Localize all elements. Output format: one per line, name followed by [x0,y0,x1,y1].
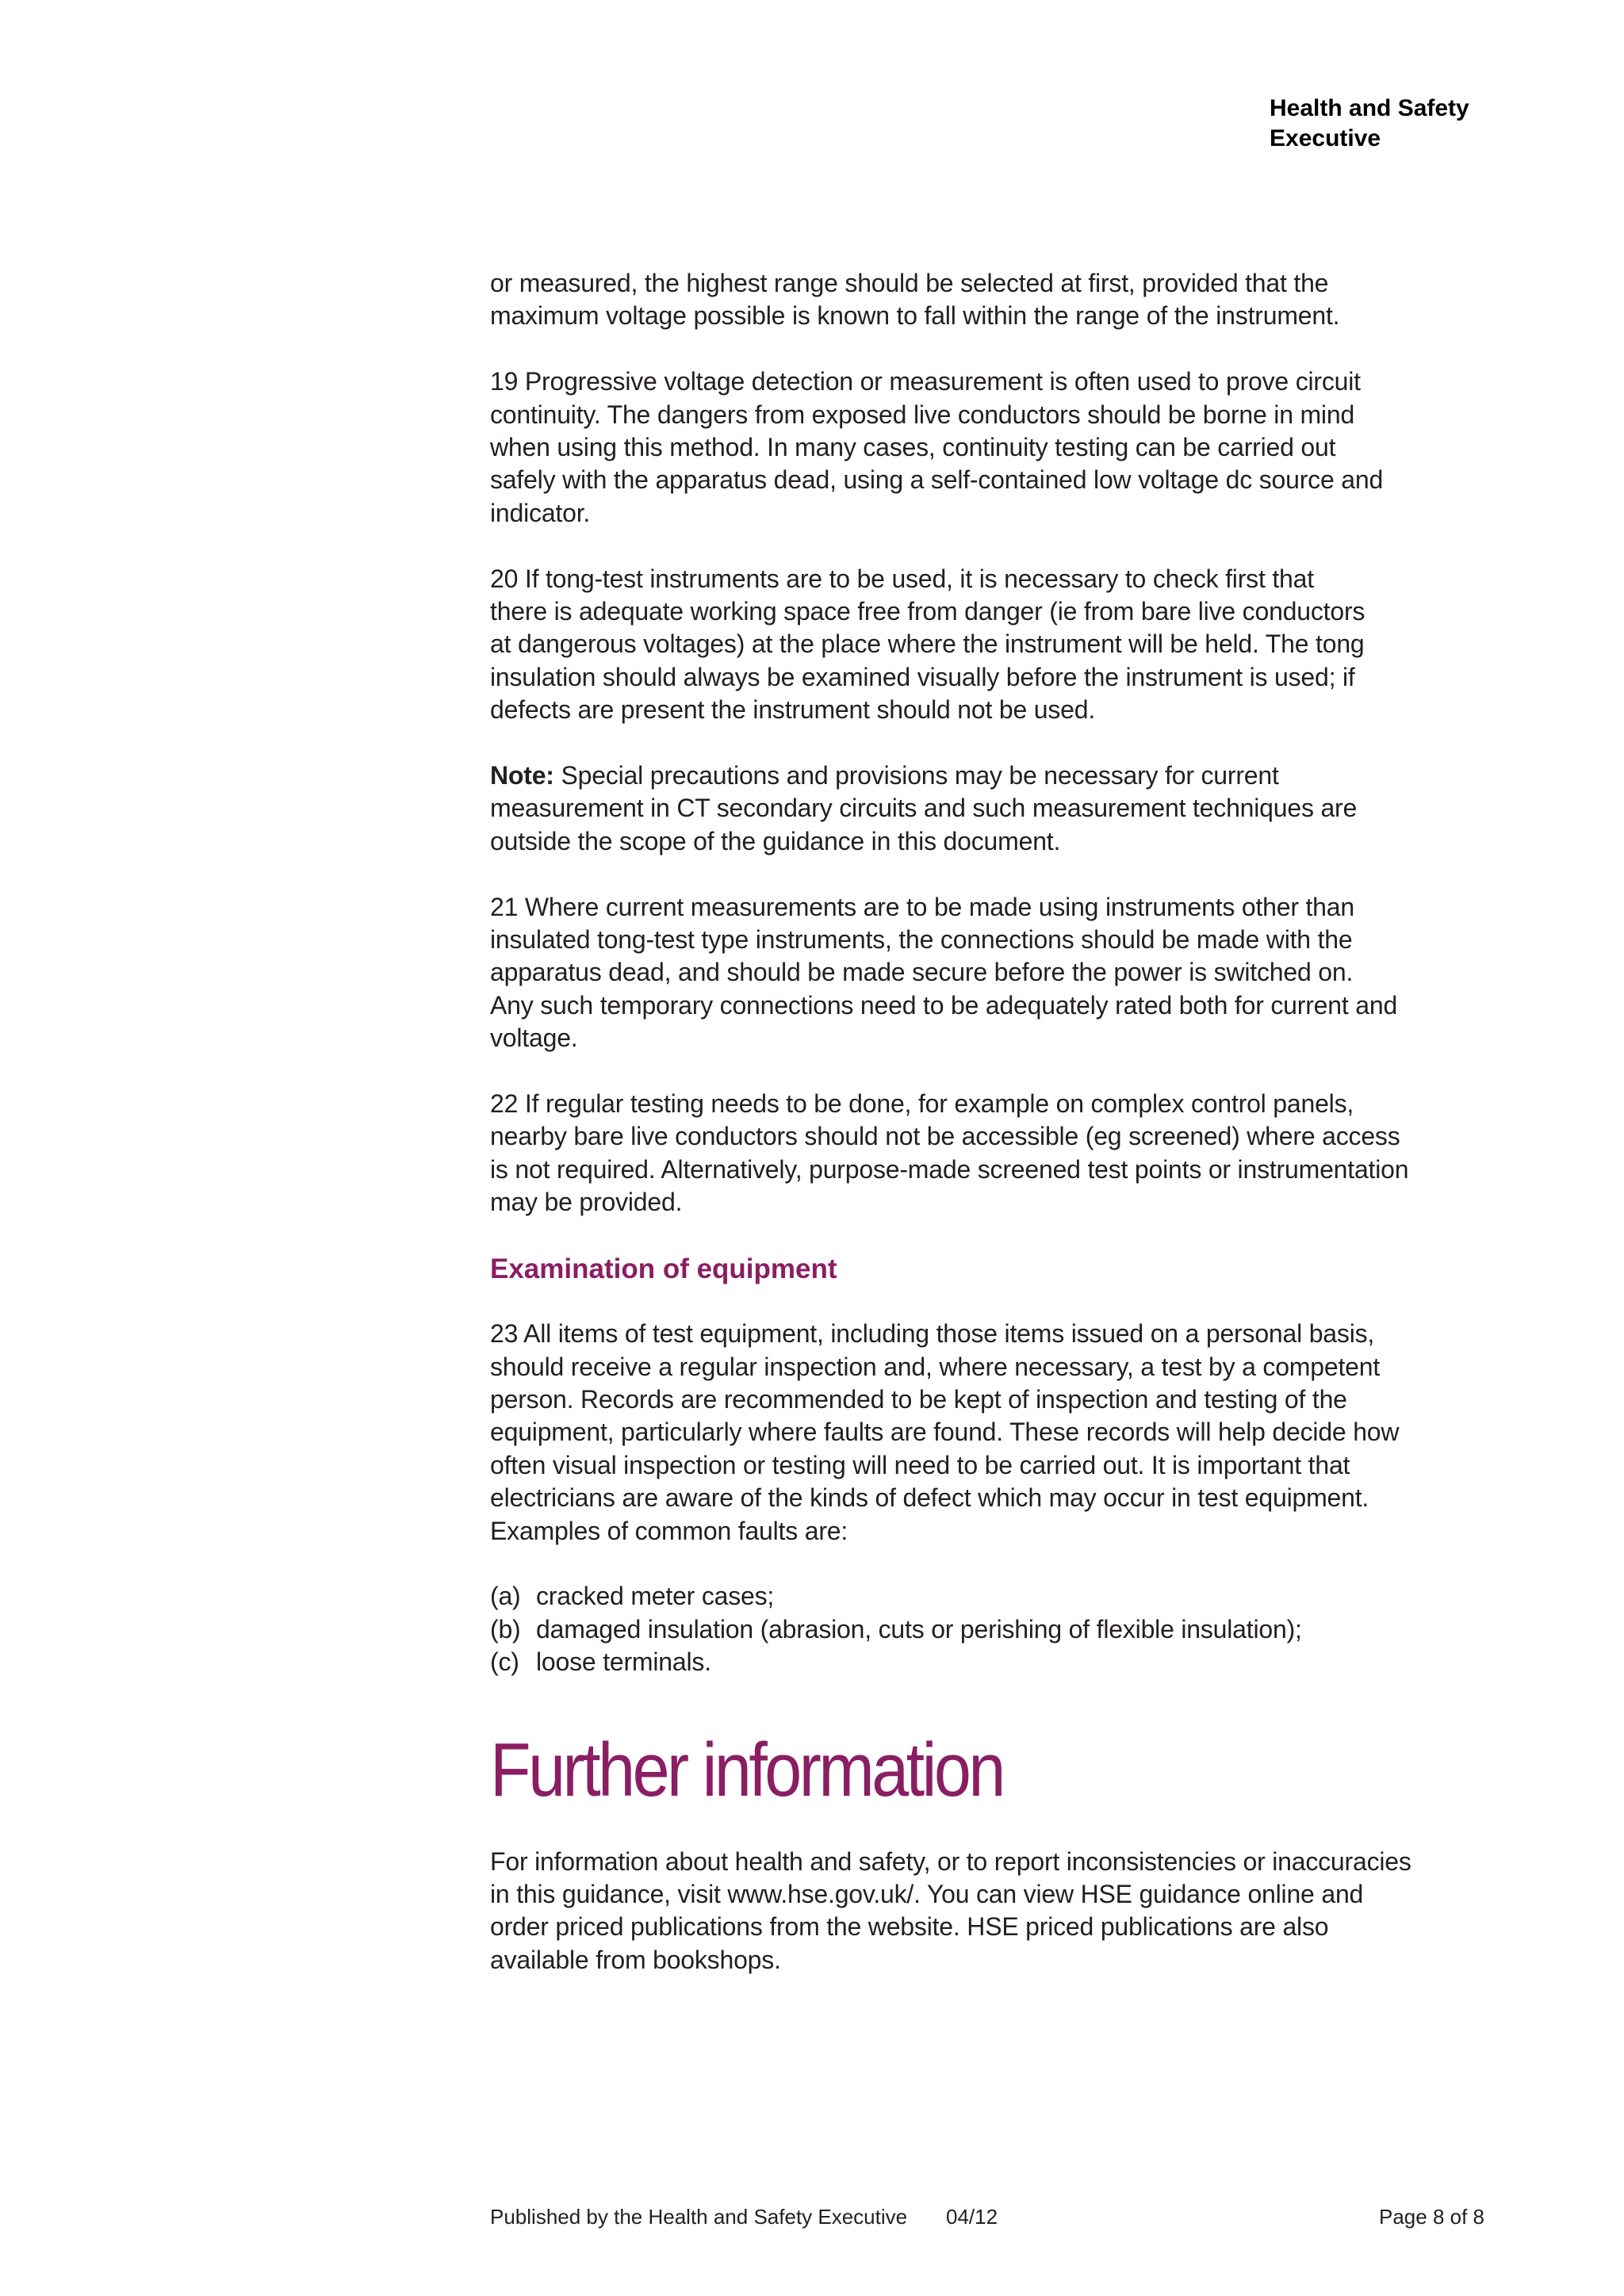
organisation-name [1270,94,1507,154]
organisation-name-line-1: Health and Safety [1270,95,1469,121]
note-text: Special precautions and provisions may be necessary for current measurement in CT secondary circuits and such measurement techniques are outside the scope of the guidance in this document. [490,761,1358,855]
document-body [490,267,1481,2010]
list-item [490,1580,1481,1613]
list-marker: (c) [490,1647,519,1677]
paragraph-continued: or measured, the highest range should be selected at first, provided that the maximum voltage possible is known to fall within the range of the instrument. [490,269,1340,331]
footer-date: 04/12 [946,2205,998,2229]
list-item-text: cracked meter cases; [536,1582,775,1611]
list-item-text: damaged insulation (abrasion, cuts or perishing of flexible insulation); [536,1614,1302,1644]
paragraph-21: 21 Where current measurements are to be made using instruments other than insulated tong-test type instruments, the connections should be made with the apparatus dead, and should be made secure before the power is switched on. Any such temporary connections need to be adequately rated both for current and voltage. [490,892,1398,1053]
list-item-text: loose terminals. [536,1647,711,1677]
list-item [490,1613,1481,1646]
page-number: Page 8 of 8 [1379,2205,1484,2229]
faults-list [490,1580,1481,1678]
paragraph-20: 20 If tong-test instruments are to be used, it is necessary to check first that there is adequate working space free from danger (ie from bare live conductors at dangerous voltages) at the place where the instrument will be held. The tong insulation should always be examined visually before the instrument is used; if defects are present the instrument should not be used. [490,564,1365,725]
section-heading-examination: Examination of equipment [490,1253,837,1285]
note-paragraph [490,760,1481,858]
footer-publisher: Published by the Health and Safety Executive [490,2205,908,2229]
further-information-text: For information about health and safety, or to report inconsistencies or inaccuracies in this guidance, visit www.hse.gov.uk/. You can view HSE guidance online and order priced publications from the website. HSE priced publications are also available from bookshops. [490,1846,1411,1974]
list-marker: (a) [490,1582,521,1611]
list-item [490,1646,1481,1678]
paragraph-19: 19 Progressive voltage detection or measurement is often used to prove circuit continuity. The dangers from exposed live conductors should be borne in mind when using this method. In many cases, continuity testing can be carried out safely with the apparatus dead, using a self-contained low voltage dc source and indicator. [490,367,1384,527]
further-information-heading: Further information [490,1727,1003,1812]
list-marker: (b) [490,1614,521,1644]
organisation-name-line-2: Executive [1270,125,1381,151]
paragraph-23: 23 All items of test equipment, including those items issued on a personal basis, should receive a regular inspection and, where necessary, a test by a competent person. Records are recommended to be kept of inspection and testing of the equipment, particularly where faults are found. These records will help decide how often visual inspection or testing will need to be carried out. It is important that electricians are aware of the kinds of defect which may occur in test equipment. Examples of common faults are: [490,1319,1400,1545]
note-label: Note: [490,761,554,790]
paragraph-22: 22 If regular testing needs to be done, for example on complex control panels, nearby bare live conductors should not be accessible (eg screened) where access is not required. Alternatively, purpose-made screened test points or instrumentation may be provided. [490,1089,1409,1217]
